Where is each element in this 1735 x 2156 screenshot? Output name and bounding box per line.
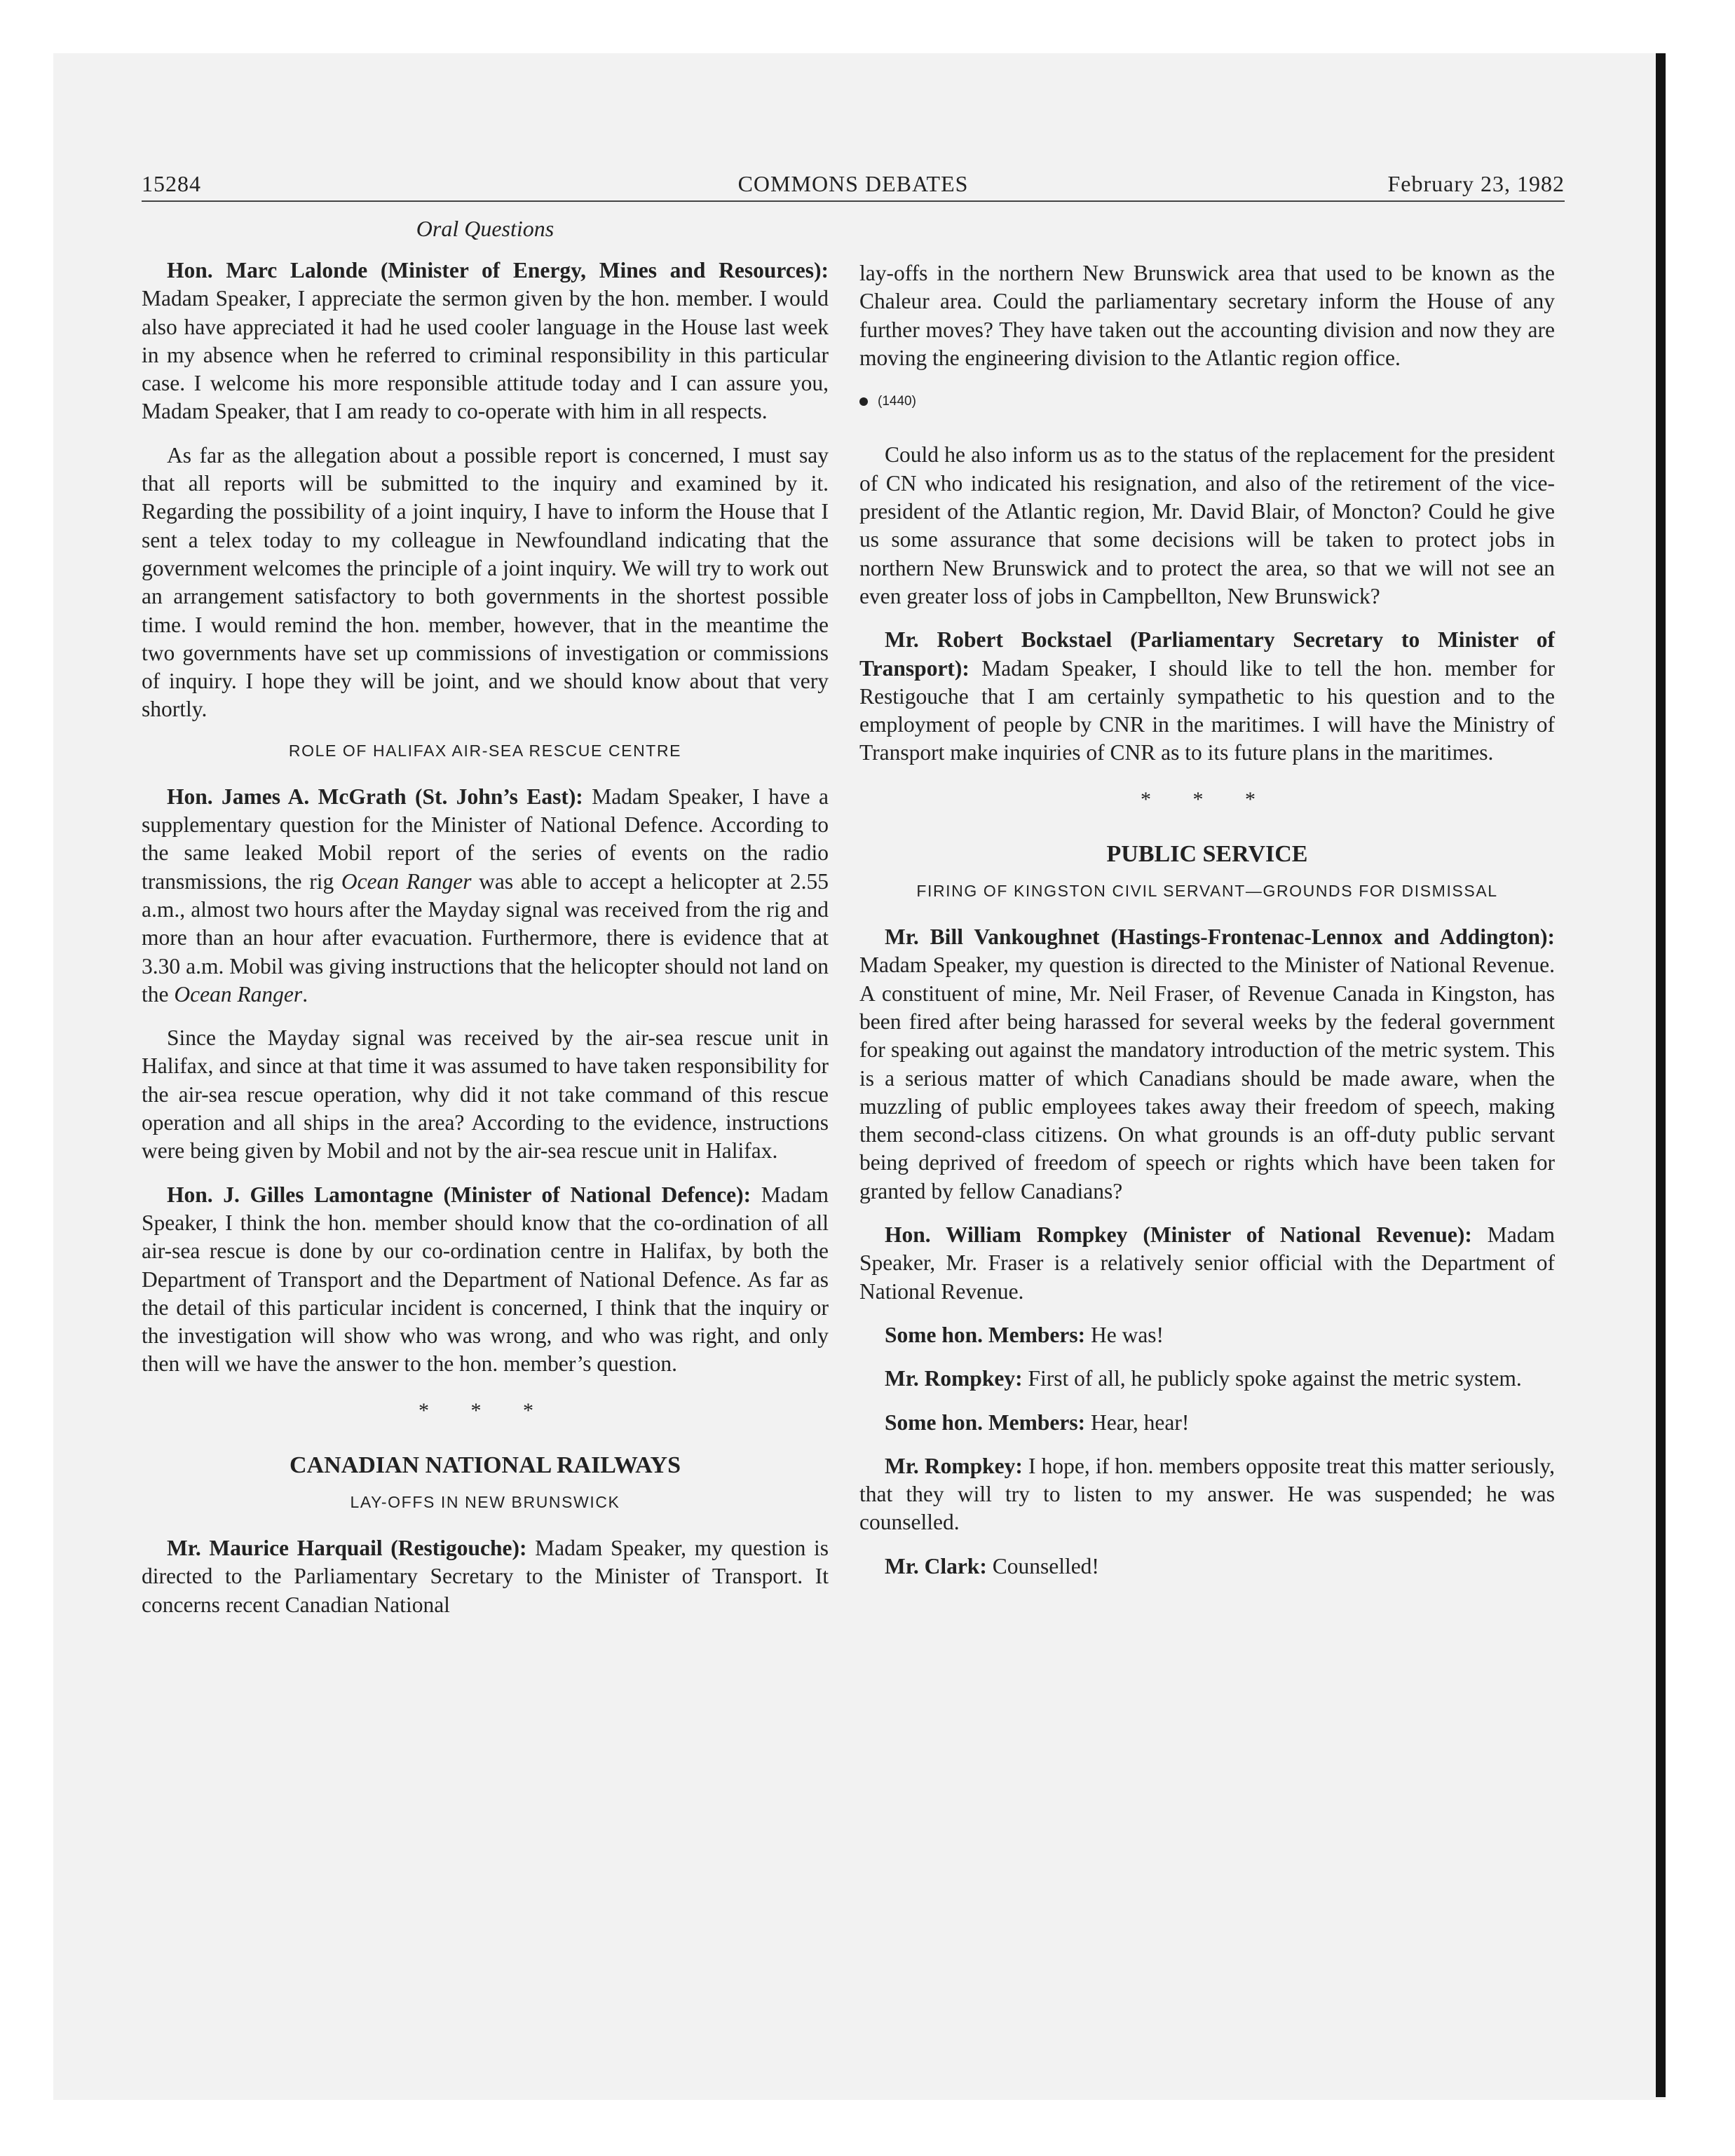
- paragraph: [859, 626, 1555, 767]
- speech-text: .: [302, 981, 308, 1007]
- left-column: [142, 257, 829, 1635]
- paragraph: [859, 1409, 1555, 1437]
- timestamp-marker: [859, 388, 1555, 416]
- subsection-title: LAY-OFFS IN NEW BRUNSWICK: [350, 1492, 620, 1511]
- section-label: Oral Questions: [416, 216, 554, 241]
- right-column: [859, 259, 1555, 1596]
- paragraph: [859, 923, 1555, 1206]
- paragraph: lay-offs in the northern New Brunswick area that used to be known as the Chaleur area. Could the parliamentary secretary inform the House of any further moves? They have taken out the accounting division and now they are moving the engineering division to the Atlantic region office.: [859, 261, 1555, 370]
- speaker-name: Mr. Maurice Harquail (Restigouche):: [167, 1535, 527, 1560]
- speaker-name: Mr. Rompkey:: [885, 1453, 1023, 1478]
- section-separator: * * *: [1141, 787, 1274, 811]
- section-heading: CANADIAN NATIONAL RAILWAYS: [290, 1452, 681, 1478]
- timestamp: (1440): [878, 394, 916, 409]
- speaker-name: Hon. J. Gilles Lamontagne (Minister of National Defence):: [167, 1182, 751, 1207]
- speaker-name: Hon. Marc Lalonde (Minister of Energy, Mines and Resources):: [167, 258, 829, 282]
- speaker-name: Mr. Rompkey:: [885, 1366, 1023, 1391]
- page-header: [142, 167, 1565, 202]
- paragraph: [859, 1553, 1555, 1581]
- subsection-title: FIRING OF KINGSTON CIVIL SERVANT—GROUNDS FOR DISMISSAL: [916, 882, 1498, 901]
- publication-date: February 23, 1982: [1387, 171, 1565, 196]
- speech-text: Counselled!: [986, 1553, 1099, 1578]
- speaker-name: Mr. Clark:: [885, 1553, 987, 1578]
- bullet-icon: [859, 397, 868, 406]
- speech-text: Madam Speaker, Mr. Fraser is a relatively senior official with the Department of National Revenue.: [859, 1222, 1555, 1304]
- speech-text: was able to accept a helicopter at 2.55 a.m., almost two hours after the Mayday signal was received from the rig and more than an hour after evacuation. Furthermore, there is evidence that at 3.30 a.m. Mobil was giving instructions that the helicopter should not land on the: [142, 868, 829, 1007]
- speech-text: Madam Speaker, I think the hon. member should know that the co-ordination of all air-sea rescue is done by our co-ordination centre in Halifax, by both the Department of Transport and the Department of National Defence. As far as the detail of this particular incident is concerned, I think that the inquiry or the investigation will show who was wrong, and who was right, and only then will we have the answer to the hon. member’s question.: [142, 1182, 829, 1377]
- speech-text: I hope, if hon. members opposite treat this matter seriously, that they will try to listen to my answer. He was suspended; he was counselled.: [859, 1453, 1555, 1535]
- section-heading: PUBLIC SERVICE: [1106, 841, 1308, 868]
- speaker-name: Mr. Bill Vankoughnet (Hastings-Frontenac-Lennox and Addington):: [885, 925, 1555, 950]
- speaker-name: Some hon. Members:: [885, 1410, 1086, 1435]
- paragraph: [142, 783, 829, 1009]
- speaker-name: Hon. James A. McGrath (St. John’s East):: [167, 784, 583, 809]
- paragraph: [859, 1221, 1555, 1306]
- speech-text: Madam Speaker, I should like to tell the hon. member for Restigouche that I am certainly sympathetic to his question and to the employment of people by CNR in the maritimes. I will have the Ministry of Transport make inquiries of CNR as to its future plans in the maritimes.: [859, 655, 1555, 765]
- speaker-name: Mr. Robert Bockstael (Parliamentary Secretary to Minister of Transport):: [859, 627, 1555, 681]
- paragraph: Could he also inform us as to the status of the replacement for the president of CN who indicated his resignation, and also of the retirement of the vice-president of the Atlantic region, Mr. David Blair, of Moncton? Could he give us some assurance that some decisions will be taken to protect jobs in northern New Brunswick and to protect the area, so that we will not see an even greater loss of jobs in Campbellton, New Brunswick?: [859, 442, 1555, 608]
- section-separator: * * *: [419, 1398, 552, 1422]
- vessel-name: Ocean Ranger: [341, 868, 472, 894]
- paragraph: As far as the allegation about a possible report is concerned, I must say that all reports will be submitted to the inquiry and examined by it. Regarding the possibility of a joint inquiry, I have to inform the House that I sent a telex today to my colleague in Newfoundland indicating that the government welcomes the principle of a joint inquiry. We will try to work out an arrangement satisfactory to both governments in the shortest possible time. I would remind the hon. member, however, that in the meantime the two governments have set up commissions of investigation or commissions of inquiry. I hope they will be joint, and we should know about that very shortly.: [142, 442, 829, 722]
- speech-text: Madam Speaker, I appreciate the sermon given by the hon. member. I would also have appreciated it had he used cooler language in the House last week in my absence when he referred to criminal responsibility in this particular case. I welcome his more responsible attitude today and I can assure you, Madam Speaker, that I am ready to co-operate with him in all respects.: [142, 286, 829, 424]
- speaker-name: Hon. William Rompkey (Minister of National Revenue):: [885, 1222, 1472, 1248]
- speech-text: First of all, he publicly spoke against the metric system.: [1022, 1366, 1522, 1391]
- speaker-name: Some hon. Members:: [885, 1322, 1086, 1347]
- paragraph: [859, 1365, 1555, 1393]
- speech-text: Hear, hear!: [1085, 1410, 1190, 1435]
- paragraph: Since the Mayday signal was received by the air-sea rescue unit in Halifax, and since at that time it was assumed to have taken responsibility for the air-sea rescue operation, why did it not take command of this rescue operation and all ships in the area? According to the evidence, instructions were being given by Mobil and not by the air-sea rescue unit in Halifax.: [142, 1025, 829, 1164]
- paragraph: [859, 1321, 1555, 1349]
- speech-text: Madam Speaker, my question is directed to the Parliamentary Secretary to the Minister of Transport. It concerns recent Canadian National: [142, 1535, 829, 1617]
- publication-title: COMMONS DEBATES: [737, 171, 969, 196]
- vessel-name: Ocean Ranger: [174, 981, 303, 1007]
- page-number: 15284: [142, 171, 201, 196]
- scan-edge-shadow: [1656, 53, 1666, 2097]
- speech-text: Madam Speaker, my question is directed to the Minister of National Revenue. A constituent of mine, Mr. Neil Fraser, of Revenue Canada in Kingston, has been fired after being harassed for several weeks by the federal government for speaking out against the mandatory introduction of the metric system. This is a serious matter of which Canadians should be made aware, when the muzzling of public employees takes away their freedom of speech, making them second-class citizens. On what grounds is an off-duty public servant being deprived of freedom of speech or rights which have been taken for granted by fellow Canadians?: [859, 953, 1555, 1203]
- speech-text: Madam Speaker, I have a supplementary question for the Minister of National Defence. According to the same leaked Mobil report of the series of events on the radio transmissions, the rig: [142, 784, 829, 894]
- subsection-title: ROLE OF HALIFAX AIR-SEA RESCUE CENTRE: [288, 741, 682, 760]
- paragraph: [142, 1181, 829, 1379]
- paragraph: [859, 1452, 1555, 1537]
- speech-text: He was!: [1085, 1322, 1164, 1347]
- paragraph: [142, 257, 829, 426]
- paragraph: [142, 1534, 829, 1619]
